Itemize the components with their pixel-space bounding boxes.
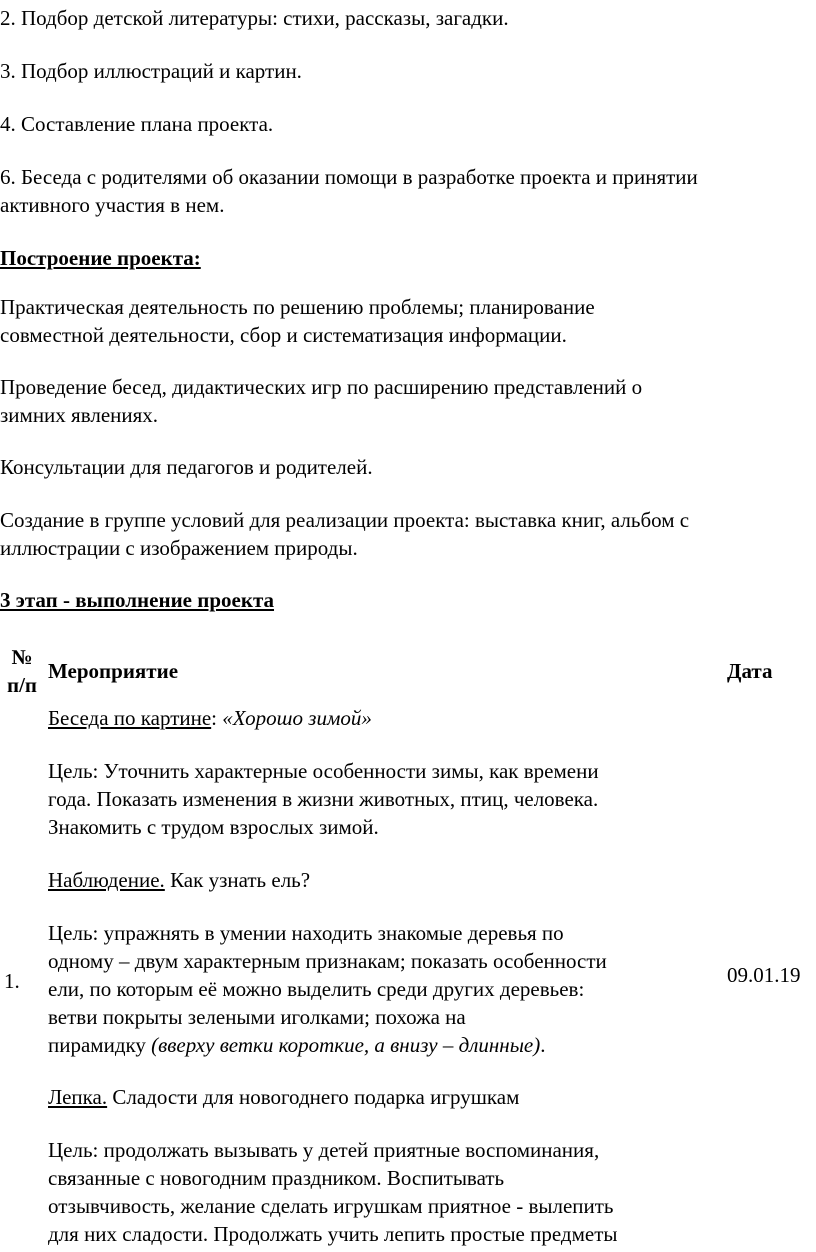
observation-goal-line-5b: (вверху ветки короткие, а внизу – длинные) (151, 1033, 541, 1057)
modeling-title: Лепка. (48, 1085, 108, 1109)
build-p2-line-2: зимних явлениях. (0, 403, 159, 427)
table-header-num (0, 643, 44, 699)
build-p1-line-2: совместной деятельности, сбор и систематизация информации. (0, 323, 567, 347)
build-heading: Построение проекта: (0, 246, 201, 270)
item-6-line-1: 6. Беседа с родителями об оказании помощи в разработке проекта и принятии (0, 165, 698, 189)
observation-goal-line-3: ели, по которым её можно выделить среди других деревьев: (48, 977, 585, 1001)
table-header-num-line-2: п/п (6, 673, 38, 697)
modeling-goal-line-1: Цель: продолжать вызывать у детей приятные воспоминания, (48, 1138, 600, 1162)
talk-goal-line-3: Знакомить с трудом взрослых зимой. (48, 815, 379, 839)
build-p2-line-1: Проведение бесед, дидактических игр по расширению представлений о (0, 375, 643, 399)
item-2: 2. Подбор детской литературы: стихи, рассказы, загадки. (0, 6, 509, 30)
observation-goal-line-5 (48, 1031, 718, 1059)
talk-title: Беседа по картине (48, 706, 212, 730)
observation-goal-line-2: одному – двум характерным признакам; показать особенности (48, 949, 607, 973)
talk-goal-line-2: года. Показать изменения в жизни животных, птиц, человека. (48, 787, 599, 811)
table-row-1-num: 1. (4, 969, 20, 993)
table-row-1-date: 09.01.19 (727, 963, 801, 987)
build-p3: Консультации для педагогов и родителей. (0, 455, 373, 479)
build-p4-line-2: иллюстрации с изображением природы. (0, 536, 358, 560)
modeling-goal-line-2: связанные с новогодним праздником. Воспитывать (48, 1166, 505, 1190)
talk-title-line (48, 704, 718, 732)
item-3: 3. Подбор иллюстраций и картин. (0, 59, 302, 83)
observation-goal-line-4: ветви покрыты зелеными иголками; похожа на (48, 1005, 466, 1029)
observation-goal-line-5c: . (540, 1033, 546, 1057)
observation-title-line (48, 866, 718, 894)
observation-title: Наблюдение. (48, 868, 165, 892)
modeling-goal-line-4: для них сладости. Продолжать учить лепить простые предметы (48, 1222, 618, 1246)
table-header-num-line-1: № (11, 645, 33, 669)
table-header-event: Мероприятие (48, 659, 179, 683)
modeling-text: Сладости для новогоднего подарка игрушкам (107, 1085, 520, 1109)
build-p1-line-1: Практическая деятельность по решению проблемы; планирование (0, 295, 595, 319)
observation-goal-line-1: Цель: упражнять в умении находить знакомые деревья по (48, 921, 564, 945)
build-p4-line-1: Создание в группе условий для реализации проекта: выставка книг, альбом с (0, 508, 690, 532)
observation-text: Как узнать ель? (164, 868, 311, 892)
talk-name: «Хорошо зимой» (222, 706, 372, 730)
item-6-line-2: активного участия в нем. (0, 193, 225, 217)
modeling-goal-line-3: отзывчивость, желание сделать игрушкам приятное - вылепить (48, 1194, 614, 1218)
table-header-date: Дата (727, 659, 773, 683)
talk-colon: : (211, 706, 218, 730)
item-4: 4. Составление плана проекта. (0, 112, 274, 136)
modeling-title-line (48, 1083, 718, 1111)
talk-goal-line-1: Цель: Уточнить характерные особенности зимы, как времени (48, 759, 599, 783)
stage-3-heading: 3 этап - выполнение проекта (0, 588, 275, 612)
observation-goal-line-5a: пирамидку (48, 1033, 152, 1057)
